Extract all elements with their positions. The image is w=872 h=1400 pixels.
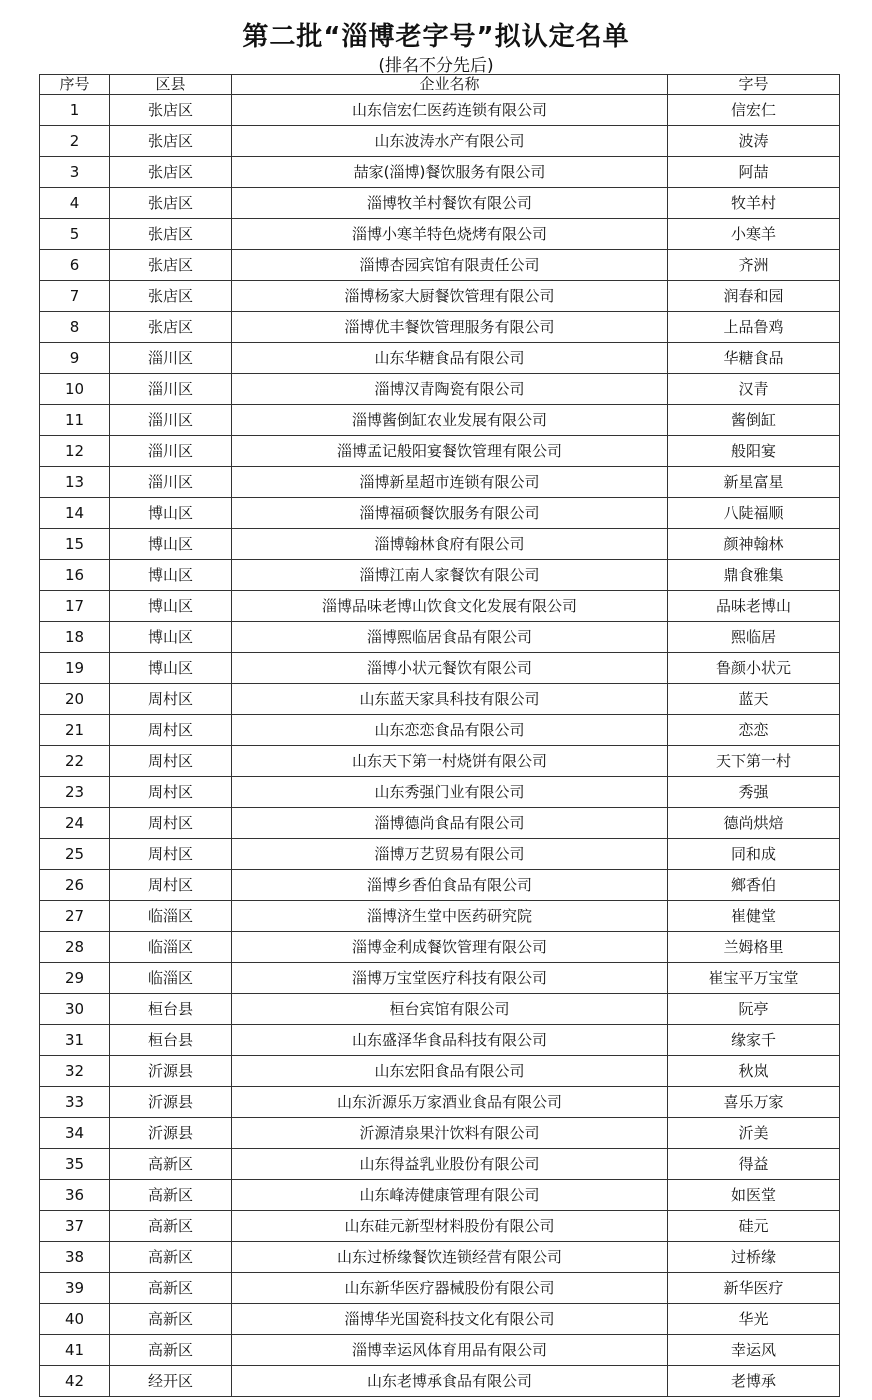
table-row — [40, 1366, 840, 1397]
district-cell: 张店区 — [110, 95, 232, 126]
district-cell: 周村区 — [110, 839, 232, 870]
company-name-cell: 山东沂源乐万家酒业食品有限公司 — [232, 1087, 668, 1118]
company-name-cell: 山东华糖食品有限公司 — [232, 343, 668, 374]
table-row — [40, 901, 840, 932]
brand-name-cell: 波涛 — [668, 126, 840, 157]
name-list-table — [39, 74, 840, 1397]
header-district: 区县 — [110, 75, 232, 95]
row-number-cell: 17 — [40, 591, 110, 622]
table-row — [40, 343, 840, 374]
brand-name-cell: 恋恋 — [668, 715, 840, 746]
table-row — [40, 374, 840, 405]
company-name-cell: 淄博乡香伯食品有限公司 — [232, 870, 668, 901]
district-cell: 张店区 — [110, 157, 232, 188]
row-number-cell: 31 — [40, 1025, 110, 1056]
table-row — [40, 808, 840, 839]
company-name-cell: 淄博杨家大厨餐饮管理有限公司 — [232, 281, 668, 312]
brand-name-cell: 崔健堂 — [668, 901, 840, 932]
company-name-cell: 淄博小寒羊特色烧烤有限公司 — [232, 219, 668, 250]
header-brand-name: 字号 — [668, 75, 840, 95]
district-cell: 临淄区 — [110, 932, 232, 963]
row-number-cell: 29 — [40, 963, 110, 994]
table-row — [40, 963, 840, 994]
district-cell: 博山区 — [110, 498, 232, 529]
district-cell: 淄川区 — [110, 467, 232, 498]
row-number-cell: 36 — [40, 1180, 110, 1211]
row-number-cell: 3 — [40, 157, 110, 188]
company-name-cell: 山东天下第一村烧饼有限公司 — [232, 746, 668, 777]
row-number-cell: 41 — [40, 1335, 110, 1366]
table-row — [40, 591, 840, 622]
district-cell: 高新区 — [110, 1242, 232, 1273]
table-row — [40, 1118, 840, 1149]
table-row — [40, 1211, 840, 1242]
row-number-cell: 34 — [40, 1118, 110, 1149]
brand-name-cell: 兰姆格里 — [668, 932, 840, 963]
table-row — [40, 126, 840, 157]
brand-name-cell: 华糖食品 — [668, 343, 840, 374]
district-cell: 博山区 — [110, 653, 232, 684]
district-cell: 高新区 — [110, 1273, 232, 1304]
company-name-cell: 淄博熙临居食品有限公司 — [232, 622, 668, 653]
row-number-cell: 40 — [40, 1304, 110, 1335]
company-name-cell: 山东波涛水产有限公司 — [232, 126, 668, 157]
table-row — [40, 281, 840, 312]
company-name-cell: 山东过桥缘餐饮连锁经营有限公司 — [232, 1242, 668, 1273]
brand-name-cell: 鄉香伯 — [668, 870, 840, 901]
document-subtitle: (排名不分先后) — [378, 56, 494, 76]
row-number-cell: 23 — [40, 777, 110, 808]
table-row — [40, 405, 840, 436]
company-name-cell: 山东峰涛健康管理有限公司 — [232, 1180, 668, 1211]
brand-name-cell: 般阳宴 — [668, 436, 840, 467]
header-number: 序号 — [40, 75, 110, 95]
table-row — [40, 436, 840, 467]
brand-name-cell: 小寒羊 — [668, 219, 840, 250]
district-cell: 桓台县 — [110, 1025, 232, 1056]
row-number-cell: 18 — [40, 622, 110, 653]
row-number-cell: 19 — [40, 653, 110, 684]
brand-name-cell: 牧羊村 — [668, 188, 840, 219]
table-row — [40, 1180, 840, 1211]
table-row — [40, 684, 840, 715]
district-cell: 临淄区 — [110, 963, 232, 994]
brand-name-cell: 八陡福顺 — [668, 498, 840, 529]
brand-name-cell: 信宏仁 — [668, 95, 840, 126]
company-name-cell: 淄博新星超市连锁有限公司 — [232, 467, 668, 498]
row-number-cell: 12 — [40, 436, 110, 467]
district-cell: 周村区 — [110, 808, 232, 839]
district-cell: 高新区 — [110, 1149, 232, 1180]
row-number-cell: 4 — [40, 188, 110, 219]
row-number-cell: 13 — [40, 467, 110, 498]
row-number-cell: 37 — [40, 1211, 110, 1242]
district-cell: 张店区 — [110, 126, 232, 157]
row-number-cell: 2 — [40, 126, 110, 157]
company-name-cell: 山东宏阳食品有限公司 — [232, 1056, 668, 1087]
table-row — [40, 157, 840, 188]
row-number-cell: 14 — [40, 498, 110, 529]
row-number-cell: 35 — [40, 1149, 110, 1180]
table-row — [40, 188, 840, 219]
district-cell: 博山区 — [110, 560, 232, 591]
company-name-cell: 山东硅元新型材料股份有限公司 — [232, 1211, 668, 1242]
district-cell: 淄川区 — [110, 436, 232, 467]
company-name-cell: 山东新华医疗器械股份有限公司 — [232, 1273, 668, 1304]
table-row — [40, 95, 840, 126]
district-cell: 博山区 — [110, 622, 232, 653]
company-name-cell: 山东蓝天家具科技有限公司 — [232, 684, 668, 715]
row-number-cell: 11 — [40, 405, 110, 436]
company-name-cell: 淄博翰林食府有限公司 — [232, 529, 668, 560]
row-number-cell: 30 — [40, 994, 110, 1025]
district-cell: 淄川区 — [110, 374, 232, 405]
brand-name-cell: 如医堂 — [668, 1180, 840, 1211]
district-cell: 高新区 — [110, 1211, 232, 1242]
table-row — [40, 1149, 840, 1180]
table-row — [40, 1304, 840, 1335]
district-cell: 周村区 — [110, 684, 232, 715]
district-cell: 淄川区 — [110, 343, 232, 374]
table-row — [40, 653, 840, 684]
district-cell: 桓台县 — [110, 994, 232, 1025]
company-name-cell: 淄博万艺贸易有限公司 — [232, 839, 668, 870]
document-title: 第二批“淄博老字号”拟认定名单 — [242, 22, 630, 52]
company-name-cell: 淄博华光国瓷科技文化有限公司 — [232, 1304, 668, 1335]
table-row — [40, 312, 840, 343]
district-cell: 张店区 — [110, 219, 232, 250]
row-number-cell: 42 — [40, 1366, 110, 1397]
company-name-cell: 沂源清泉果汁饮料有限公司 — [232, 1118, 668, 1149]
row-number-cell: 28 — [40, 932, 110, 963]
row-number-cell: 8 — [40, 312, 110, 343]
company-name-cell: 淄博杏园宾馆有限责任公司 — [232, 250, 668, 281]
company-name-cell: 淄博优丰餐饮管理服务有限公司 — [232, 312, 668, 343]
row-number-cell: 15 — [40, 529, 110, 560]
brand-name-cell: 得益 — [668, 1149, 840, 1180]
district-cell: 高新区 — [110, 1304, 232, 1335]
district-cell: 高新区 — [110, 1180, 232, 1211]
company-name-cell: 淄博福硕餐饮服务有限公司 — [232, 498, 668, 529]
table-row — [40, 777, 840, 808]
row-number-cell: 22 — [40, 746, 110, 777]
row-number-cell: 26 — [40, 870, 110, 901]
brand-name-cell: 新华医疗 — [668, 1273, 840, 1304]
brand-name-cell: 颜神翰林 — [668, 529, 840, 560]
company-name-cell: 山东秀强门业有限公司 — [232, 777, 668, 808]
district-cell: 周村区 — [110, 777, 232, 808]
company-name-cell: 喆家(淄博)餐饮服务有限公司 — [232, 157, 668, 188]
district-cell: 博山区 — [110, 591, 232, 622]
row-number-cell: 6 — [40, 250, 110, 281]
table-row — [40, 250, 840, 281]
row-number-cell: 25 — [40, 839, 110, 870]
brand-name-cell: 鲁颜小状元 — [668, 653, 840, 684]
district-cell: 张店区 — [110, 312, 232, 343]
company-name-cell: 山东盛泽华食品科技有限公司 — [232, 1025, 668, 1056]
brand-name-cell: 喜乐万家 — [668, 1087, 840, 1118]
company-name-cell: 淄博酱倒缸农业发展有限公司 — [232, 405, 668, 436]
district-cell: 临淄区 — [110, 901, 232, 932]
header-company-name: 企业名称 — [232, 75, 668, 95]
brand-name-cell: 崔宝平万宝堂 — [668, 963, 840, 994]
brand-name-cell: 天下第一村 — [668, 746, 840, 777]
row-number-cell: 16 — [40, 560, 110, 591]
table-row — [40, 715, 840, 746]
district-cell: 淄川区 — [110, 405, 232, 436]
brand-name-cell: 上品鲁鸡 — [668, 312, 840, 343]
brand-name-cell: 同和成 — [668, 839, 840, 870]
brand-name-cell: 幸运风 — [668, 1335, 840, 1366]
table-row — [40, 1025, 840, 1056]
table-header-row — [40, 75, 840, 95]
brand-name-cell: 蓝天 — [668, 684, 840, 715]
district-cell: 经开区 — [110, 1366, 232, 1397]
brand-name-cell: 齐洲 — [668, 250, 840, 281]
brand-name-cell: 秀强 — [668, 777, 840, 808]
company-name-cell: 淄博品味老博山饮食文化发展有限公司 — [232, 591, 668, 622]
table-row — [40, 839, 840, 870]
brand-name-cell: 润春和园 — [668, 281, 840, 312]
company-name-cell: 淄博牧羊村餐饮有限公司 — [232, 188, 668, 219]
district-cell: 周村区 — [110, 746, 232, 777]
brand-name-cell: 秋岚 — [668, 1056, 840, 1087]
company-name-cell: 山东恋恋食品有限公司 — [232, 715, 668, 746]
row-number-cell: 10 — [40, 374, 110, 405]
table-row — [40, 1335, 840, 1366]
table-row — [40, 994, 840, 1025]
brand-name-cell: 硅元 — [668, 1211, 840, 1242]
company-name-cell: 淄博金利成餐饮管理有限公司 — [232, 932, 668, 963]
brand-name-cell: 缘家千 — [668, 1025, 840, 1056]
district-cell: 张店区 — [110, 250, 232, 281]
company-name-cell: 淄博汉青陶瓷有限公司 — [232, 374, 668, 405]
district-cell: 周村区 — [110, 715, 232, 746]
district-cell: 沂源县 — [110, 1118, 232, 1149]
row-number-cell: 33 — [40, 1087, 110, 1118]
company-name-cell: 淄博小状元餐饮有限公司 — [232, 653, 668, 684]
row-number-cell: 5 — [40, 219, 110, 250]
district-cell: 沂源县 — [110, 1056, 232, 1087]
company-name-cell: 山东信宏仁医药连锁有限公司 — [232, 95, 668, 126]
brand-name-cell: 新星富星 — [668, 467, 840, 498]
table-row — [40, 1087, 840, 1118]
brand-name-cell: 鼎食雅集 — [668, 560, 840, 591]
company-name-cell: 淄博万宝堂医疗科技有限公司 — [232, 963, 668, 994]
row-number-cell: 21 — [40, 715, 110, 746]
row-number-cell: 20 — [40, 684, 110, 715]
table-row — [40, 498, 840, 529]
table-row — [40, 1056, 840, 1087]
company-name-cell: 淄博德尚食品有限公司 — [232, 808, 668, 839]
brand-name-cell: 酱倒缸 — [668, 405, 840, 436]
district-cell: 沂源县 — [110, 1087, 232, 1118]
district-cell: 张店区 — [110, 281, 232, 312]
company-name-cell: 淄博江南人家餐饮有限公司 — [232, 560, 668, 591]
table-row — [40, 1242, 840, 1273]
table-row — [40, 467, 840, 498]
brand-name-cell: 华光 — [668, 1304, 840, 1335]
table-row — [40, 746, 840, 777]
company-name-cell: 淄博济生堂中医药研究院 — [232, 901, 668, 932]
brand-name-cell: 品味老博山 — [668, 591, 840, 622]
row-number-cell: 32 — [40, 1056, 110, 1087]
table-row — [40, 932, 840, 963]
row-number-cell: 27 — [40, 901, 110, 932]
district-cell: 博山区 — [110, 529, 232, 560]
brand-name-cell: 沂美 — [668, 1118, 840, 1149]
company-name-cell: 山东老博承食品有限公司 — [232, 1366, 668, 1397]
brand-name-cell: 老博承 — [668, 1366, 840, 1397]
row-number-cell: 38 — [40, 1242, 110, 1273]
district-cell: 周村区 — [110, 870, 232, 901]
company-name-cell: 淄博孟记般阳宴餐饮管理有限公司 — [232, 436, 668, 467]
table-row — [40, 219, 840, 250]
table-body — [40, 95, 840, 1397]
company-name-cell: 桓台宾馆有限公司 — [232, 994, 668, 1025]
company-name-cell: 淄博幸运风体育用品有限公司 — [232, 1335, 668, 1366]
table-row — [40, 870, 840, 901]
district-cell: 高新区 — [110, 1335, 232, 1366]
brand-name-cell: 汉青 — [668, 374, 840, 405]
brand-name-cell: 德尚烘焙 — [668, 808, 840, 839]
row-number-cell: 1 — [40, 95, 110, 126]
brand-name-cell: 阮亭 — [668, 994, 840, 1025]
brand-name-cell: 熙临居 — [668, 622, 840, 653]
row-number-cell: 9 — [40, 343, 110, 374]
table-row — [40, 1273, 840, 1304]
row-number-cell: 7 — [40, 281, 110, 312]
table-row — [40, 529, 840, 560]
brand-name-cell: 阿喆 — [668, 157, 840, 188]
row-number-cell: 24 — [40, 808, 110, 839]
row-number-cell: 39 — [40, 1273, 110, 1304]
company-name-cell: 山东得益乳业股份有限公司 — [232, 1149, 668, 1180]
table-row — [40, 622, 840, 653]
district-cell: 张店区 — [110, 188, 232, 219]
table-row — [40, 560, 840, 591]
brand-name-cell: 过桥缘 — [668, 1242, 840, 1273]
